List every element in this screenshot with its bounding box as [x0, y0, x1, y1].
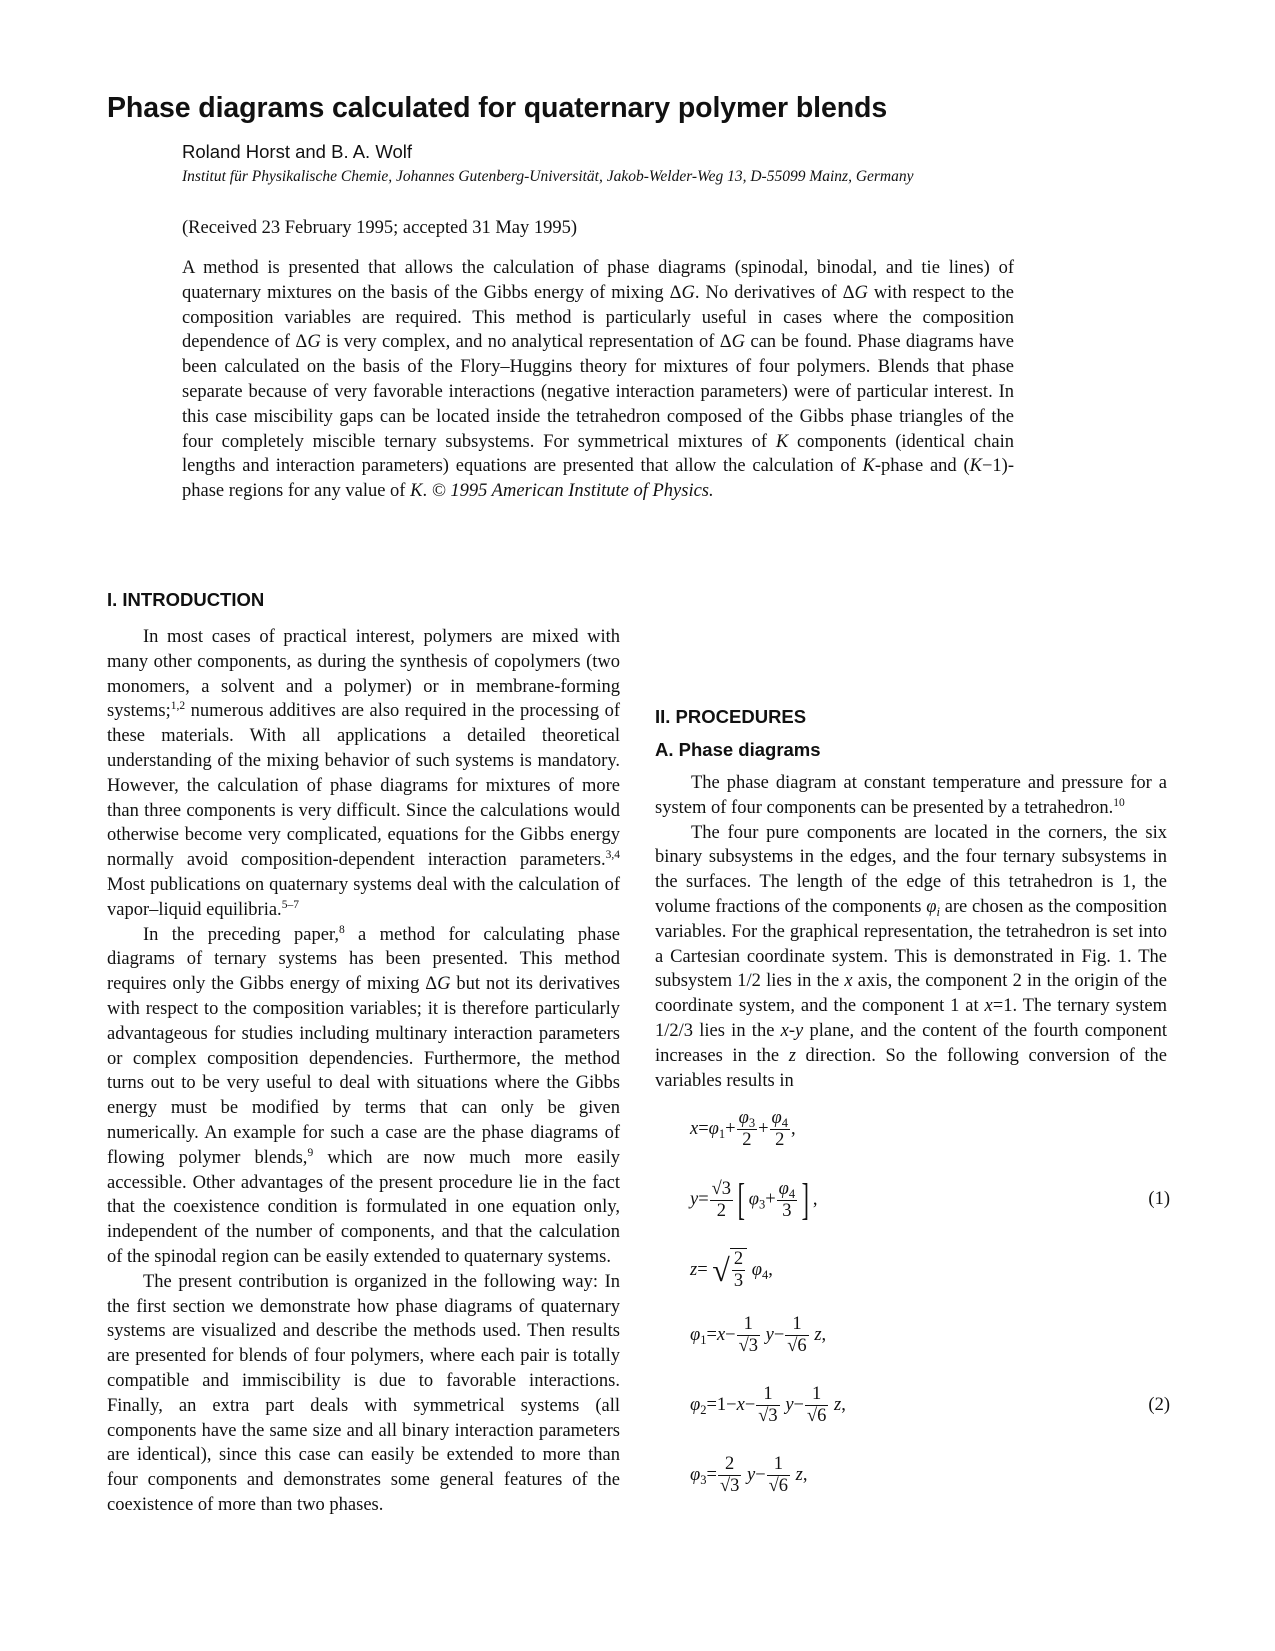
equation-x: $x=\varphi_1+$ $\frac{\varphi_3}{2}$ + $\frac{\varphi_4}{2}$ , [690, 1108, 796, 1150]
left-column [107, 588, 620, 1518]
received-dates: (Received 23 February 1995; accepted 31 May 1995) [182, 218, 578, 238]
equation-block [690, 1108, 1170, 1548]
abstract: A method is presented that allows the calculation of phase diagrams (spinodal, binodal, and tie lines) of quaternary mixtures on the basis of the Gibbs energy of mixing ΔG. No derivatives of ΔG with respect to the composition variables are required. This method is particularly useful in cases where the composition dependence of ΔG is very complex, and no analytical representation of ΔG can be found. Phase diagrams have been calculated on the basis of the Flory–Huggins theory for mixtures of four polymers. Blends that phase separate because of very favorable interactions (negative interaction parameters) were of particular interest. In this case miscibility gaps can be located inside the tetrahedron composed of the Gibbs phase triangles of the four completely miscible ternary subsystems. For symmetrical mixtures of K components (identical chain lengths and interaction parameters) equations are presented that allow the calculation of K-phase and (K−1)-phase regions for any value of K. © 1995 American Institute of Physics. [182, 258, 1015, 502]
section-heading-procedures: II. PROCEDURES [655, 706, 807, 727]
paper-authors: Roland Horst and B. A. Wolf [182, 141, 412, 162]
equation-z: z= √ $\frac{2}{3}$ $\varphi_4$, [690, 1249, 773, 1291]
equation-phi1: $\varphi_1=x-$ $\frac{1}{√3}$ y− $\frac{1}{√6}$ z, [690, 1314, 827, 1356]
right-column [655, 590, 1167, 1093]
intro-paragraph-1: In most cases of practical interest, polymers are mixed with many other components, as during the synthesis of copolymers (two monomers, a solvent and a polymer) or in membrane-forming systems;$^{1,2}$ numerous additives are also required in the processing of these materials. With all applications a detailed theoretical understanding of the mixing behavior of such systems is mandatory. However, the calculation of phase diagrams for mixtures of more than three components is very difficult. Since the calculations would otherwise become very complicated, equations for the Gibbs energy normally avoid composition-dependent interaction parameters.$^{3,4}$ Most publications on quaternary systems deal with the calculation of vapor–liquid equilibria.$^{5-7}$ [107, 627, 620, 920]
paper-affiliation: Institut für Physikalische Chemie, Johannes Gutenberg-Universität, Jakob-Welder-Weg 13, D-55099 Mainz, Germany [182, 168, 914, 185]
equation-number-1: (1) [1148, 1189, 1170, 1209]
intro-paragraph-2: In the preceding paper,$^8$ a method for calculating phase diagrams of ternary systems has been presented. This method requires only the Gibbs energy of mixing ΔG but not its derivatives with respect to the composition variables; it is therefore particularly advantageous for studies including multinary interaction parameters or complex composition dependencies. Furthermore, the method turns out to be very useful to deal with situations where the Gibbs energy must be modified by terms that can only be given numerically. An example for such a case are the phase diagrams of flowing polymer blends,$^9$ which are now much more easily accessible. Other advantages of the present procedure lie in the fact that the coexistence condition is formulated in one equation only, independent of the number of components, and that the calculation of the spinodal region can be easily extended to quaternary systems. [107, 923, 620, 1267]
paper-title: Phase diagrams calculated for quaternary polymer blends [107, 92, 888, 124]
section-heading-introduction: I. INTRODUCTION [107, 589, 265, 610]
procedures-paragraph-2: The four pure components are located in the corners, the six binary subsystems in the edges, and the four ternary subsystems in the surfaces. The length of the edge of this tetrahedron is 1, the volume fractions of the components $\varphi_i$ are chosen as the composition variables. For the graphical representation, the tetrahedron is set into a Cartesian coordinate system. This is demonstrated in Fig. 1. The subsystem 1/2 lies in the x axis, the component 2 in the origin of the coordinate system, and the component 1 at x=1. The ternary system 1/2/3 lies in the x-y plane, and the content of the fourth component increases in the z direction. So the following conversion of the variables results in [655, 822, 1167, 1091]
equation-phi2: $\varphi_2=1-x-$ $\frac{1}{√3}$ y− $\frac{1}{√6}$ z, [690, 1384, 846, 1426]
subsection-heading-phase-diagrams: A. Phase diagrams [655, 739, 821, 760]
equation-number-2: (2) [1148, 1395, 1170, 1415]
intro-paragraph-3: The present contribution is organized in the following way: In the first section we demonstrate how phase diagrams of quaternary systems are visualized and describe the methods used. Then results are presented for blends of four polymers, where each pair is totally compatible and immiscibility is due to favorable interactions. Finally, an extra part deals with symmetrical systems (all components have the same size and all binary interaction parameters are identical), since this case can easily be extended to more than four components and demonstrates some general features of the coexistence of more than two phases. [107, 1271, 620, 1515]
procedures-paragraph-1: The phase diagram at constant temperature and pressure for a system of four components can be presented by a tetrahedron.$^{10}$ [655, 773, 1167, 818]
equation-phi3: $\varphi_3=$ $\frac{2}{√3}$ y− $\frac{1}{√6}$ z, [690, 1454, 808, 1496]
copyright-notice: © 1995 American Institute of Physics. [431, 481, 714, 502]
equation-y: y= $\frac{√3}{2}$ [ $\varphi_3+$ $\frac{\varphi_4}{3}$ ] , [690, 1175, 818, 1224]
